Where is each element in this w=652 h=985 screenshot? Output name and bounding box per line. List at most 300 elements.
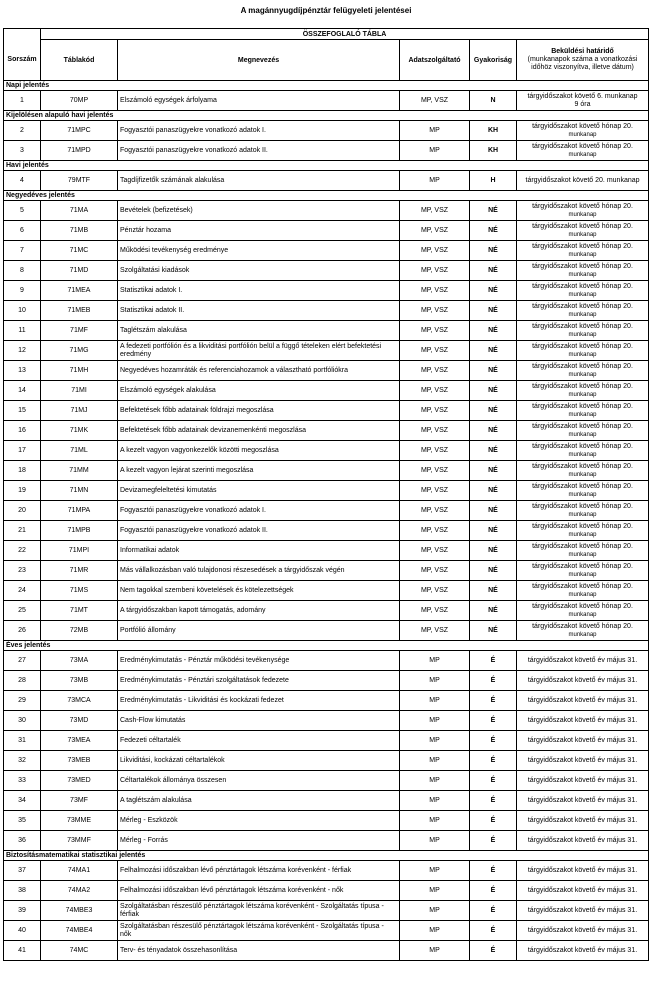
table-row	[4, 301, 649, 321]
deadline-sub: munkanap	[568, 331, 597, 338]
frequency: NÉ	[470, 341, 517, 361]
deadline-main: tárgyidőszakot követő 20. munkanap	[525, 176, 640, 184]
deadline-main: tárgyidőszakot követő év május 31.	[527, 836, 638, 844]
table-code: 71MM	[41, 461, 118, 481]
table-row	[4, 261, 649, 281]
report-name: Tagdíjfizetők számának alakulása	[118, 171, 400, 191]
deadline	[517, 441, 649, 461]
data-provider: MP	[400, 141, 470, 161]
table-row	[4, 711, 649, 731]
report-name: Bevételek (befizetések)	[118, 201, 400, 221]
table-code: 71MR	[41, 561, 118, 581]
table-row	[4, 831, 649, 851]
row-number: 30	[4, 711, 41, 731]
deadline-main: tárgyidőszakot követő hónap 20.	[532, 622, 633, 630]
table-code: 71MPD	[41, 141, 118, 161]
data-provider: MP	[400, 791, 470, 811]
col-header-sorszam: Sorszám	[4, 40, 41, 81]
deadline	[517, 561, 649, 581]
page-title: A magánnyugdíjpénztár felügyeleti jelentései	[240, 6, 412, 15]
report-name: Fedezeti céltartalék	[118, 731, 400, 751]
row-number: 6	[4, 221, 41, 241]
row-number: 20	[4, 501, 41, 521]
table-code: 73MF	[41, 791, 118, 811]
deadline-main: tárgyidőszakot követő hónap 20.	[532, 262, 633, 270]
data-provider: MP, VSZ	[400, 301, 470, 321]
row-number: 3	[4, 141, 41, 161]
frequency: É	[470, 921, 517, 941]
table-row	[4, 401, 649, 421]
table-code: 71MG	[41, 341, 118, 361]
deadline-sub: munkanap	[568, 151, 597, 158]
table-row	[4, 621, 649, 641]
summary-table	[3, 28, 649, 961]
table-row	[4, 141, 649, 161]
data-provider: MP, VSZ	[400, 221, 470, 241]
deadline	[517, 521, 649, 541]
section-header-row	[4, 641, 649, 651]
deadline-main: tárgyidőszakot követő év május 31.	[527, 716, 638, 724]
row-number: 35	[4, 811, 41, 831]
report-name: A fedezeti portfólión és a likviditási portfólión belül a függő tételeken elért befektetési eredmény	[118, 341, 400, 361]
deadline-sub: munkanap	[568, 271, 597, 278]
col-header-gyakorisag: Gyakoriság	[470, 40, 517, 81]
table-code: 73MA	[41, 651, 118, 671]
section-header-row	[4, 851, 649, 861]
deadline	[517, 381, 649, 401]
row-number: 24	[4, 581, 41, 601]
deadline	[517, 791, 649, 811]
frequency: NÉ	[470, 301, 517, 321]
table-code: 79MTF	[41, 171, 118, 191]
deadline-sub: munkanap	[568, 231, 597, 238]
deadline	[517, 711, 649, 731]
frequency: NÉ	[470, 401, 517, 421]
data-provider: MP	[400, 901, 470, 921]
row-number: 34	[4, 791, 41, 811]
frequency: KH	[470, 141, 517, 161]
table-code: 74MC	[41, 941, 118, 961]
report-name: Fogyasztói panaszügyekre vonatkozó adatok I.	[118, 501, 400, 521]
deadline	[517, 201, 649, 221]
row-number: 36	[4, 831, 41, 851]
deadline-main: tárgyidőszakot követő hónap 20.	[532, 562, 633, 570]
deadline-main: tárgyidőszakot követő hónap 20.	[532, 442, 633, 450]
row-number: 37	[4, 861, 41, 881]
row-number: 14	[4, 381, 41, 401]
deadline-sub: munkanap	[568, 511, 597, 518]
frequency: NÉ	[470, 321, 517, 341]
deadline-sub: munkanap	[568, 391, 597, 398]
report-name: A kezelt vagyon lejárat szerinti megoszlása	[118, 461, 400, 481]
section-header-row	[4, 161, 649, 171]
summary-title-row	[4, 29, 649, 40]
row-number: 7	[4, 241, 41, 261]
report-name: Szolgáltatásban részesülő pénztártagok létszáma korévenként - Szolgáltatás típusa - férfiak	[118, 901, 400, 921]
report-name: Fogyasztói panaszügyekre vonatkozó adatok I.	[118, 121, 400, 141]
table-code: 71MPB	[41, 521, 118, 541]
deadline	[517, 361, 649, 381]
report-name: Portfólió állomány	[118, 621, 400, 641]
deadline	[517, 901, 649, 921]
report-name: Más vállalkozásban való tulajdonosi részesedések a tárgyidőszak végén	[118, 561, 400, 581]
frequency: É	[470, 941, 517, 961]
table-code: 71MN	[41, 481, 118, 501]
table-row	[4, 691, 649, 711]
frequency: NÉ	[470, 441, 517, 461]
report-name: Eredménykimutatás - Pénztári szolgáltatások fedezete	[118, 671, 400, 691]
data-provider: MP, VSZ	[400, 361, 470, 381]
frequency: É	[470, 901, 517, 921]
table-row	[4, 381, 649, 401]
table-row	[4, 241, 649, 261]
col-header-hatarido-line2: (munkanapok száma a vonatkozási időhöz viszonyítva, illetve dátum)	[527, 56, 638, 71]
table-row	[4, 281, 649, 301]
frequency: É	[470, 711, 517, 731]
row-number: 4	[4, 171, 41, 191]
data-provider: MP	[400, 651, 470, 671]
row-number: 12	[4, 341, 41, 361]
row-number: 27	[4, 651, 41, 671]
report-name: Mérleg - Eszközök	[118, 811, 400, 831]
report-name: Terv- és tényadatok összehasonlítása	[118, 941, 400, 961]
report-name: Mérleg - Forrás	[118, 831, 400, 851]
deadline-sub: munkanap	[568, 431, 597, 438]
report-name: Felhalmozási időszakban lévő pénztártagok létszáma korévenként - férfiak	[118, 861, 400, 881]
report-name: Pénztár hozama	[118, 221, 400, 241]
table-row	[4, 601, 649, 621]
section-label: Negyedéves jelentés	[4, 191, 649, 201]
deadline	[517, 651, 649, 671]
col-header-hatarido	[517, 40, 649, 81]
data-provider: MP, VSZ	[400, 561, 470, 581]
deadline-main: tárgyidőszakot követő év május 31.	[527, 946, 638, 954]
report-name: Felhalmozási időszakban lévő pénztártagok létszáma korévenként - nők	[118, 881, 400, 901]
table-row	[4, 751, 649, 771]
frequency: NÉ	[470, 541, 517, 561]
table-code: 72MB	[41, 621, 118, 641]
data-provider: MP, VSZ	[400, 91, 470, 111]
table-row	[4, 441, 649, 461]
table-row	[4, 501, 649, 521]
table-code: 73MCA	[41, 691, 118, 711]
deadline-main: tárgyidőszakot követő év május 31.	[527, 816, 638, 824]
deadline	[517, 91, 649, 111]
table-row	[4, 361, 649, 381]
frequency: NÉ	[470, 621, 517, 641]
deadline-sub: munkanap	[568, 211, 597, 218]
table-row	[4, 541, 649, 561]
table-code: 71MD	[41, 261, 118, 281]
deadline	[517, 751, 649, 771]
table-row	[4, 171, 649, 191]
frequency: NÉ	[470, 261, 517, 281]
frequency: É	[470, 671, 517, 691]
data-provider: MP, VSZ	[400, 541, 470, 561]
deadline	[517, 401, 649, 421]
table-row	[4, 201, 649, 221]
data-provider: MP, VSZ	[400, 321, 470, 341]
table-code: 73MD	[41, 711, 118, 731]
data-provider: MP, VSZ	[400, 461, 470, 481]
frequency: KH	[470, 121, 517, 141]
deadline-main: tárgyidőszakot követő hónap 20.	[532, 422, 633, 430]
deadline-main: tárgyidőszakot követő hónap 20.	[532, 602, 633, 610]
deadline	[517, 421, 649, 441]
row-number: 18	[4, 461, 41, 481]
row-number: 41	[4, 941, 41, 961]
table-row	[4, 341, 649, 361]
col-header-hatarido-line1: Beküldési határidő	[551, 48, 614, 55]
deadline-sub: munkanap	[568, 551, 597, 558]
table-row	[4, 651, 649, 671]
deadline	[517, 831, 649, 851]
deadline-sub: munkanap	[568, 471, 597, 478]
deadline	[517, 121, 649, 141]
report-name: Nem tagokkal szembeni követelések és kötelezettségek	[118, 581, 400, 601]
section-label: Havi jelentés	[4, 161, 649, 171]
frequency: H	[470, 171, 517, 191]
table-row	[4, 91, 649, 111]
frequency: NÉ	[470, 281, 517, 301]
report-name: Negyedéves hozamráták és referenciahozamok a választható portfóliókra	[118, 361, 400, 381]
data-provider: MP, VSZ	[400, 421, 470, 441]
deadline-main: tárgyidőszakot követő év május 31.	[527, 696, 638, 704]
row-number: 31	[4, 731, 41, 751]
data-provider: MP	[400, 121, 470, 141]
deadline	[517, 861, 649, 881]
deadline	[517, 241, 649, 261]
deadline-main: tárgyidőszakot követő év május 31.	[527, 906, 638, 914]
data-provider: MP, VSZ	[400, 281, 470, 301]
report-name: Céltartalékok állománya összesen	[118, 771, 400, 791]
report-name: Szolgáltatási kiadások	[118, 261, 400, 281]
deadline-main: tárgyidőszakot követő év május 31.	[527, 866, 638, 874]
deadline	[517, 921, 649, 941]
deadline	[517, 261, 649, 281]
deadline-main: tárgyidőszakot követő év május 31.	[527, 736, 638, 744]
row-number: 38	[4, 881, 41, 901]
deadline	[517, 731, 649, 751]
deadline-main: tárgyidőszakot követő hónap 20.	[532, 202, 633, 210]
table-code: 74MBE4	[41, 921, 118, 941]
deadline	[517, 541, 649, 561]
col-header-megnevezes: Megnevezés	[118, 40, 400, 81]
table-code: 71MS	[41, 581, 118, 601]
report-name: Likviditási, kockázati céltartalékok	[118, 751, 400, 771]
table-code: 74MA2	[41, 881, 118, 901]
deadline	[517, 301, 649, 321]
row-number: 16	[4, 421, 41, 441]
data-provider: MP	[400, 921, 470, 941]
table-code: 71MEB	[41, 301, 118, 321]
row-number: 25	[4, 601, 41, 621]
report-name: Informatikai adatok	[118, 541, 400, 561]
data-provider: MP	[400, 731, 470, 751]
frequency: NÉ	[470, 461, 517, 481]
frequency: NÉ	[470, 561, 517, 581]
deadline-sub: 9 óra	[574, 100, 591, 108]
data-provider: MP	[400, 751, 470, 771]
deadline-main: tárgyidőszakot követő hónap 20.	[532, 542, 633, 550]
table-code: 71MF	[41, 321, 118, 341]
deadline	[517, 171, 649, 191]
deadline-main: tárgyidőszakot követő év május 31.	[527, 756, 638, 764]
frequency: É	[470, 731, 517, 751]
deadline-main: tárgyidőszakot követő év május 31.	[527, 676, 638, 684]
data-provider: MP, VSZ	[400, 621, 470, 641]
section-label: Napi jelentés	[4, 81, 649, 91]
table-row	[4, 561, 649, 581]
report-name: Elszámoló egységek árfolyama	[118, 91, 400, 111]
frequency: NÉ	[470, 381, 517, 401]
section-label: Éves jelentés	[4, 641, 649, 651]
data-provider: MP, VSZ	[400, 481, 470, 501]
frequency: É	[470, 861, 517, 881]
summary-title: ÖSSZEFOGLALÓ TÁBLA	[41, 29, 649, 40]
data-provider: MP, VSZ	[400, 581, 470, 601]
deadline	[517, 341, 649, 361]
deadline-sub: munkanap	[568, 131, 597, 138]
deadline-main: tárgyidőszakot követő hónap 20.	[532, 302, 633, 310]
table-code: 71MH	[41, 361, 118, 381]
table-row	[4, 481, 649, 501]
deadline-main: tárgyidőszakot követő év május 31.	[527, 796, 638, 804]
deadline	[517, 481, 649, 501]
report-name: Szolgáltatásban részesülő pénztártagok létszáma korévenként - Szolgáltatás típusa - nők	[118, 921, 400, 941]
table-code: 73MME	[41, 811, 118, 831]
report-name: Statisztikai adatok I.	[118, 281, 400, 301]
deadline-sub: munkanap	[568, 611, 597, 618]
table-row	[4, 671, 649, 691]
row-number: 11	[4, 321, 41, 341]
table-row	[4, 421, 649, 441]
table-code: 74MA1	[41, 861, 118, 881]
table-code: 71MK	[41, 421, 118, 441]
row-number: 10	[4, 301, 41, 321]
table-code: 71MB	[41, 221, 118, 241]
deadline-sub: munkanap	[568, 291, 597, 298]
deadline-main: tárgyidőszakot követő hónap 20.	[532, 482, 633, 490]
data-provider: MP	[400, 671, 470, 691]
deadline	[517, 221, 649, 241]
deadline-sub: munkanap	[568, 251, 597, 258]
data-provider: MP	[400, 691, 470, 711]
table-code: 71MA	[41, 201, 118, 221]
frequency: É	[470, 651, 517, 671]
deadline-sub: munkanap	[568, 411, 597, 418]
frequency: É	[470, 881, 517, 901]
deadline-main: tárgyidőszakot követő hónap 20.	[532, 582, 633, 590]
section-header-row	[4, 81, 649, 91]
table-code: 70MP	[41, 91, 118, 111]
report-name: Taglétszám alakulása	[118, 321, 400, 341]
row-number: 9	[4, 281, 41, 301]
deadline-sub: munkanap	[568, 631, 597, 638]
data-provider: MP, VSZ	[400, 601, 470, 621]
frequency: É	[470, 771, 517, 791]
table-row	[4, 791, 649, 811]
report-name: Befektetések főbb adatainak földrajzi megoszlása	[118, 401, 400, 421]
section-header-row	[4, 111, 649, 121]
col-header-adatszolgaltato: Adatszolgáltató	[400, 40, 470, 81]
deadline-sub: munkanap	[568, 491, 597, 498]
table-code: 71MC	[41, 241, 118, 261]
summary-table-wrapper	[3, 28, 648, 961]
deadline	[517, 811, 649, 831]
data-provider: MP	[400, 881, 470, 901]
table-row	[4, 921, 649, 941]
table-row	[4, 901, 649, 921]
deadline-sub: munkanap	[568, 451, 597, 458]
data-provider: MP	[400, 811, 470, 831]
deadline-main: tárgyidőszakot követő hónap 20.	[532, 502, 633, 510]
row-number: 29	[4, 691, 41, 711]
table-code: 71MPA	[41, 501, 118, 521]
row-number: 40	[4, 921, 41, 941]
frequency: NÉ	[470, 421, 517, 441]
table-code: 73MB	[41, 671, 118, 691]
frequency: NÉ	[470, 221, 517, 241]
row-number: 39	[4, 901, 41, 921]
deadline	[517, 771, 649, 791]
deadline-main: tárgyidőszakot követő év május 31.	[527, 656, 638, 664]
table-code: 73MEA	[41, 731, 118, 751]
deadline	[517, 461, 649, 481]
deadline-main: tárgyidőszakot követő év május 31.	[527, 776, 638, 784]
frequency: É	[470, 831, 517, 851]
deadline	[517, 601, 649, 621]
table-code: 71MEA	[41, 281, 118, 301]
report-name: Statisztikai adatok II.	[118, 301, 400, 321]
report-name: Eredménykimutatás - Likviditási és kockázati fedezet	[118, 691, 400, 711]
table-row	[4, 941, 649, 961]
deadline-main: tárgyidőszakot követő év május 31.	[527, 926, 638, 934]
report-name: Devizamegfeleltetési kimutatás	[118, 481, 400, 501]
deadline-sub: munkanap	[568, 591, 597, 598]
deadline	[517, 281, 649, 301]
frequency: NÉ	[470, 481, 517, 501]
deadline-main: tárgyidőszakot követő hónap 20.	[532, 122, 633, 130]
deadline-main: tárgyidőszakot követő hónap 20.	[532, 522, 633, 530]
frequency: É	[470, 691, 517, 711]
row-number: 5	[4, 201, 41, 221]
row-number: 21	[4, 521, 41, 541]
section-header-row	[4, 191, 649, 201]
frequency: N	[470, 91, 517, 111]
deadline	[517, 691, 649, 711]
summary-table-body	[4, 29, 649, 961]
table-row	[4, 731, 649, 751]
frequency: NÉ	[470, 501, 517, 521]
data-provider: MP, VSZ	[400, 341, 470, 361]
table-row	[4, 771, 649, 791]
frequency: É	[470, 811, 517, 831]
row-number: 26	[4, 621, 41, 641]
report-name: Cash-Flow kimutatás	[118, 711, 400, 731]
data-provider: MP	[400, 771, 470, 791]
data-provider: MP	[400, 171, 470, 191]
row-number: 32	[4, 751, 41, 771]
frequency: É	[470, 751, 517, 771]
table-code: 71MJ	[41, 401, 118, 421]
deadline	[517, 941, 649, 961]
report-name: Befektetések főbb adatainak devizanemenkénti megoszlása	[118, 421, 400, 441]
row-number: 28	[4, 671, 41, 691]
table-code: 71MT	[41, 601, 118, 621]
section-label: Biztosításmatematikai statisztikai jelentés	[4, 851, 649, 861]
deadline-main: tárgyidőszakot követő hónap 20.	[532, 242, 633, 250]
